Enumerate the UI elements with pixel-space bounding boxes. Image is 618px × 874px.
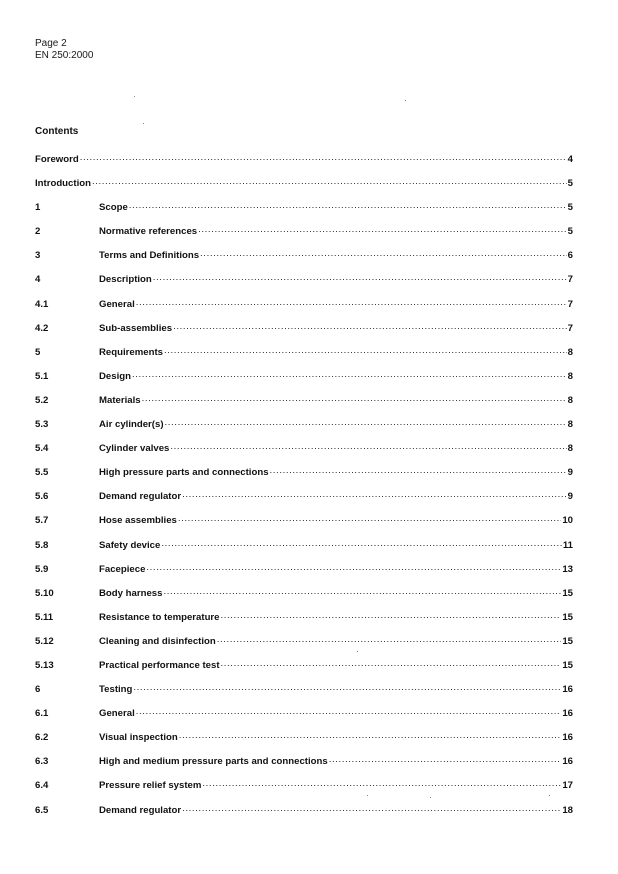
toc-section-number: 6.2 (35, 732, 49, 744)
table-of-contents (35, 152, 573, 827)
toc-section-title: Introduction (35, 178, 91, 190)
toc-page-number: 17 (562, 780, 573, 792)
toc-entry[interactable] (35, 754, 573, 778)
toc-dot-leader (217, 634, 562, 644)
toc-section-title: High and medium pressure parts and connections (99, 756, 328, 768)
toc-dot-leader (173, 321, 567, 331)
toc-dot-leader (142, 393, 567, 403)
toc-page-number: 15 (562, 659, 573, 671)
toc-section-title: Pressure relief system (99, 780, 202, 792)
toc-dot-leader (270, 465, 567, 475)
toc-page-number: 5 (567, 226, 573, 238)
toc-entry[interactable] (35, 803, 573, 827)
toc-section-number: 6.5 (35, 804, 49, 816)
toc-section-title: High pressure parts and connections (99, 467, 269, 479)
toc-section-title: Body harness (99, 587, 163, 599)
toc-page-number: 16 (562, 732, 573, 744)
toc-section-title: Testing (99, 684, 133, 696)
toc-entry[interactable] (35, 634, 573, 658)
toc-entry[interactable] (35, 321, 573, 345)
toc-section-title: Practical performance test (99, 659, 220, 671)
page-header (35, 38, 93, 62)
toc-dot-leader (164, 345, 567, 355)
toc-page-number: 15 (562, 611, 573, 623)
toc-dot-leader (136, 297, 567, 307)
toc-section-title: Scope (99, 202, 128, 214)
toc-section-title: Visual inspection (99, 732, 178, 744)
toc-dot-leader (182, 489, 567, 499)
toc-entry[interactable] (35, 417, 573, 441)
toc-section-title: Terms and Definitions (99, 250, 200, 262)
toc-dot-leader (170, 441, 566, 451)
toc-entry[interactable] (35, 272, 573, 296)
toc-dot-leader (92, 176, 567, 186)
toc-section-title: Cylinder valves (99, 443, 170, 455)
toc-entry[interactable] (35, 441, 573, 465)
toc-entry[interactable] (35, 730, 573, 754)
toc-page-number: 15 (562, 587, 573, 599)
toc-section-title: Demand regulator (99, 491, 182, 503)
toc-page-number: 5 (567, 178, 573, 190)
toc-section-title: Cleaning and disinfection (99, 635, 216, 647)
toc-dot-leader (132, 369, 567, 379)
toc-dot-leader (329, 754, 562, 764)
toc-section-number: 5.1 (35, 370, 49, 382)
toc-section-title: Facepiece (99, 563, 146, 575)
scan-speck (134, 96, 135, 97)
toc-section-number: 5.7 (35, 515, 49, 527)
toc-page-number: 15 (562, 635, 573, 647)
toc-page-number: 7 (567, 322, 573, 334)
toc-dot-leader (80, 152, 567, 162)
toc-section-number: 3 (35, 250, 41, 262)
toc-section-number: 5.11 (35, 611, 54, 623)
toc-page-number: 8 (567, 370, 573, 382)
toc-dot-leader (178, 513, 561, 523)
toc-section-number: 2 (35, 226, 41, 238)
toc-section-number: 6.3 (35, 756, 49, 768)
toc-page-number: 7 (567, 274, 573, 286)
toc-page-number: 13 (562, 563, 573, 575)
toc-page-number: 6 (567, 250, 573, 262)
toc-section-number: 5 (35, 346, 41, 358)
toc-section-number: 5.2 (35, 394, 49, 406)
toc-entry[interactable] (35, 176, 573, 200)
toc-entry[interactable] (35, 393, 573, 417)
toc-section-number: 4 (35, 274, 41, 286)
toc-section-number: 5.3 (35, 419, 49, 431)
toc-section-number: 5.8 (35, 539, 49, 551)
toc-page-number: 4 (567, 154, 573, 165)
toc-entry[interactable] (35, 345, 573, 369)
toc-dot-leader (182, 803, 561, 813)
toc-page-number: 9 (567, 467, 573, 479)
toc-page-number: 8 (567, 443, 573, 455)
toc-entry[interactable] (35, 562, 573, 586)
toc-section-title: Design (99, 370, 131, 382)
toc-section-title: General (99, 298, 135, 310)
toc-section-title: Hose assemblies (99, 515, 177, 527)
toc-entry[interactable] (35, 369, 573, 393)
toc-dot-leader (221, 658, 562, 668)
toc-dot-leader (146, 562, 561, 572)
toc-entry[interactable] (35, 682, 573, 706)
toc-section-number: 4.1 (35, 298, 49, 310)
contents-heading: Contents (35, 126, 79, 137)
toc-dot-leader (163, 586, 561, 596)
toc-section-title: Requirements (99, 346, 163, 358)
toc-section-title: Foreword (35, 154, 79, 165)
toc-section-number: 6.1 (35, 708, 49, 720)
toc-dot-leader (179, 730, 562, 740)
toc-section-number: 5.10 (35, 587, 54, 599)
toc-dot-leader (161, 538, 562, 548)
toc-section-number: 5.4 (35, 443, 49, 455)
toc-dot-leader (133, 682, 561, 692)
toc-page-number: 8 (567, 419, 573, 431)
toc-entry[interactable] (35, 297, 573, 321)
toc-section-number: 5.6 (35, 491, 49, 503)
toc-page-number: 5 (567, 202, 573, 214)
toc-section-title: Normative references (99, 226, 198, 238)
toc-dot-leader (198, 224, 567, 234)
toc-section-number: 5.13 (35, 659, 54, 671)
toc-entry[interactable] (35, 706, 573, 730)
toc-dot-leader (202, 778, 561, 788)
toc-entry[interactable] (35, 248, 573, 272)
scan-speck (143, 123, 144, 124)
toc-page-number: 16 (562, 684, 573, 696)
standard-id: EN 250:2000 (35, 50, 94, 61)
toc-entry[interactable] (35, 538, 573, 562)
toc-dot-leader (136, 706, 562, 716)
toc-entry[interactable] (35, 778, 573, 802)
toc-page-number: 10 (562, 515, 573, 527)
toc-page-number: 11 (562, 539, 573, 551)
scan-speck (405, 100, 406, 101)
toc-dot-leader (129, 200, 567, 210)
toc-page-number: 9 (567, 491, 573, 503)
toc-entry[interactable] (35, 513, 573, 537)
toc-section-title: Resistance to temperature (99, 611, 220, 623)
toc-section-number: 6.4 (35, 780, 49, 792)
toc-page-number: 18 (562, 804, 573, 816)
toc-page-number: 8 (567, 394, 573, 406)
toc-section-title: General (99, 708, 135, 720)
toc-section-number: 5.5 (35, 467, 49, 479)
toc-section-title: Sub-assemblies (99, 322, 173, 334)
toc-section-title: Safety device (99, 539, 161, 551)
toc-dot-leader (165, 417, 567, 427)
toc-page-number: 16 (562, 708, 573, 720)
toc-entry[interactable] (35, 489, 573, 513)
toc-section-number: 5.12 (35, 635, 54, 647)
toc-page-number: 7 (567, 298, 573, 310)
toc-section-title: Description (99, 274, 152, 286)
toc-section-number: 1 (35, 202, 41, 214)
toc-entry[interactable] (35, 610, 573, 634)
toc-section-number: 6 (35, 684, 41, 696)
toc-section-title: Materials (99, 394, 141, 406)
toc-entry[interactable] (35, 465, 573, 489)
page-number: Page 2 (35, 38, 67, 49)
toc-dot-leader (153, 272, 567, 282)
toc-entry[interactable] (35, 152, 573, 176)
toc-dot-leader (200, 248, 567, 258)
toc-section-title: Air cylinder(s) (99, 419, 164, 431)
toc-entry[interactable] (35, 658, 573, 682)
toc-section-number: 4.2 (35, 322, 49, 334)
toc-dot-leader (221, 610, 562, 620)
toc-section-number: 5.9 (35, 563, 49, 575)
toc-section-title: Demand regulator (99, 804, 182, 816)
toc-page-number: 16 (562, 756, 573, 768)
toc-entry[interactable] (35, 200, 573, 224)
toc-entry[interactable] (35, 224, 573, 248)
toc-entry[interactable] (35, 586, 573, 610)
toc-page-number: 8 (567, 346, 573, 358)
